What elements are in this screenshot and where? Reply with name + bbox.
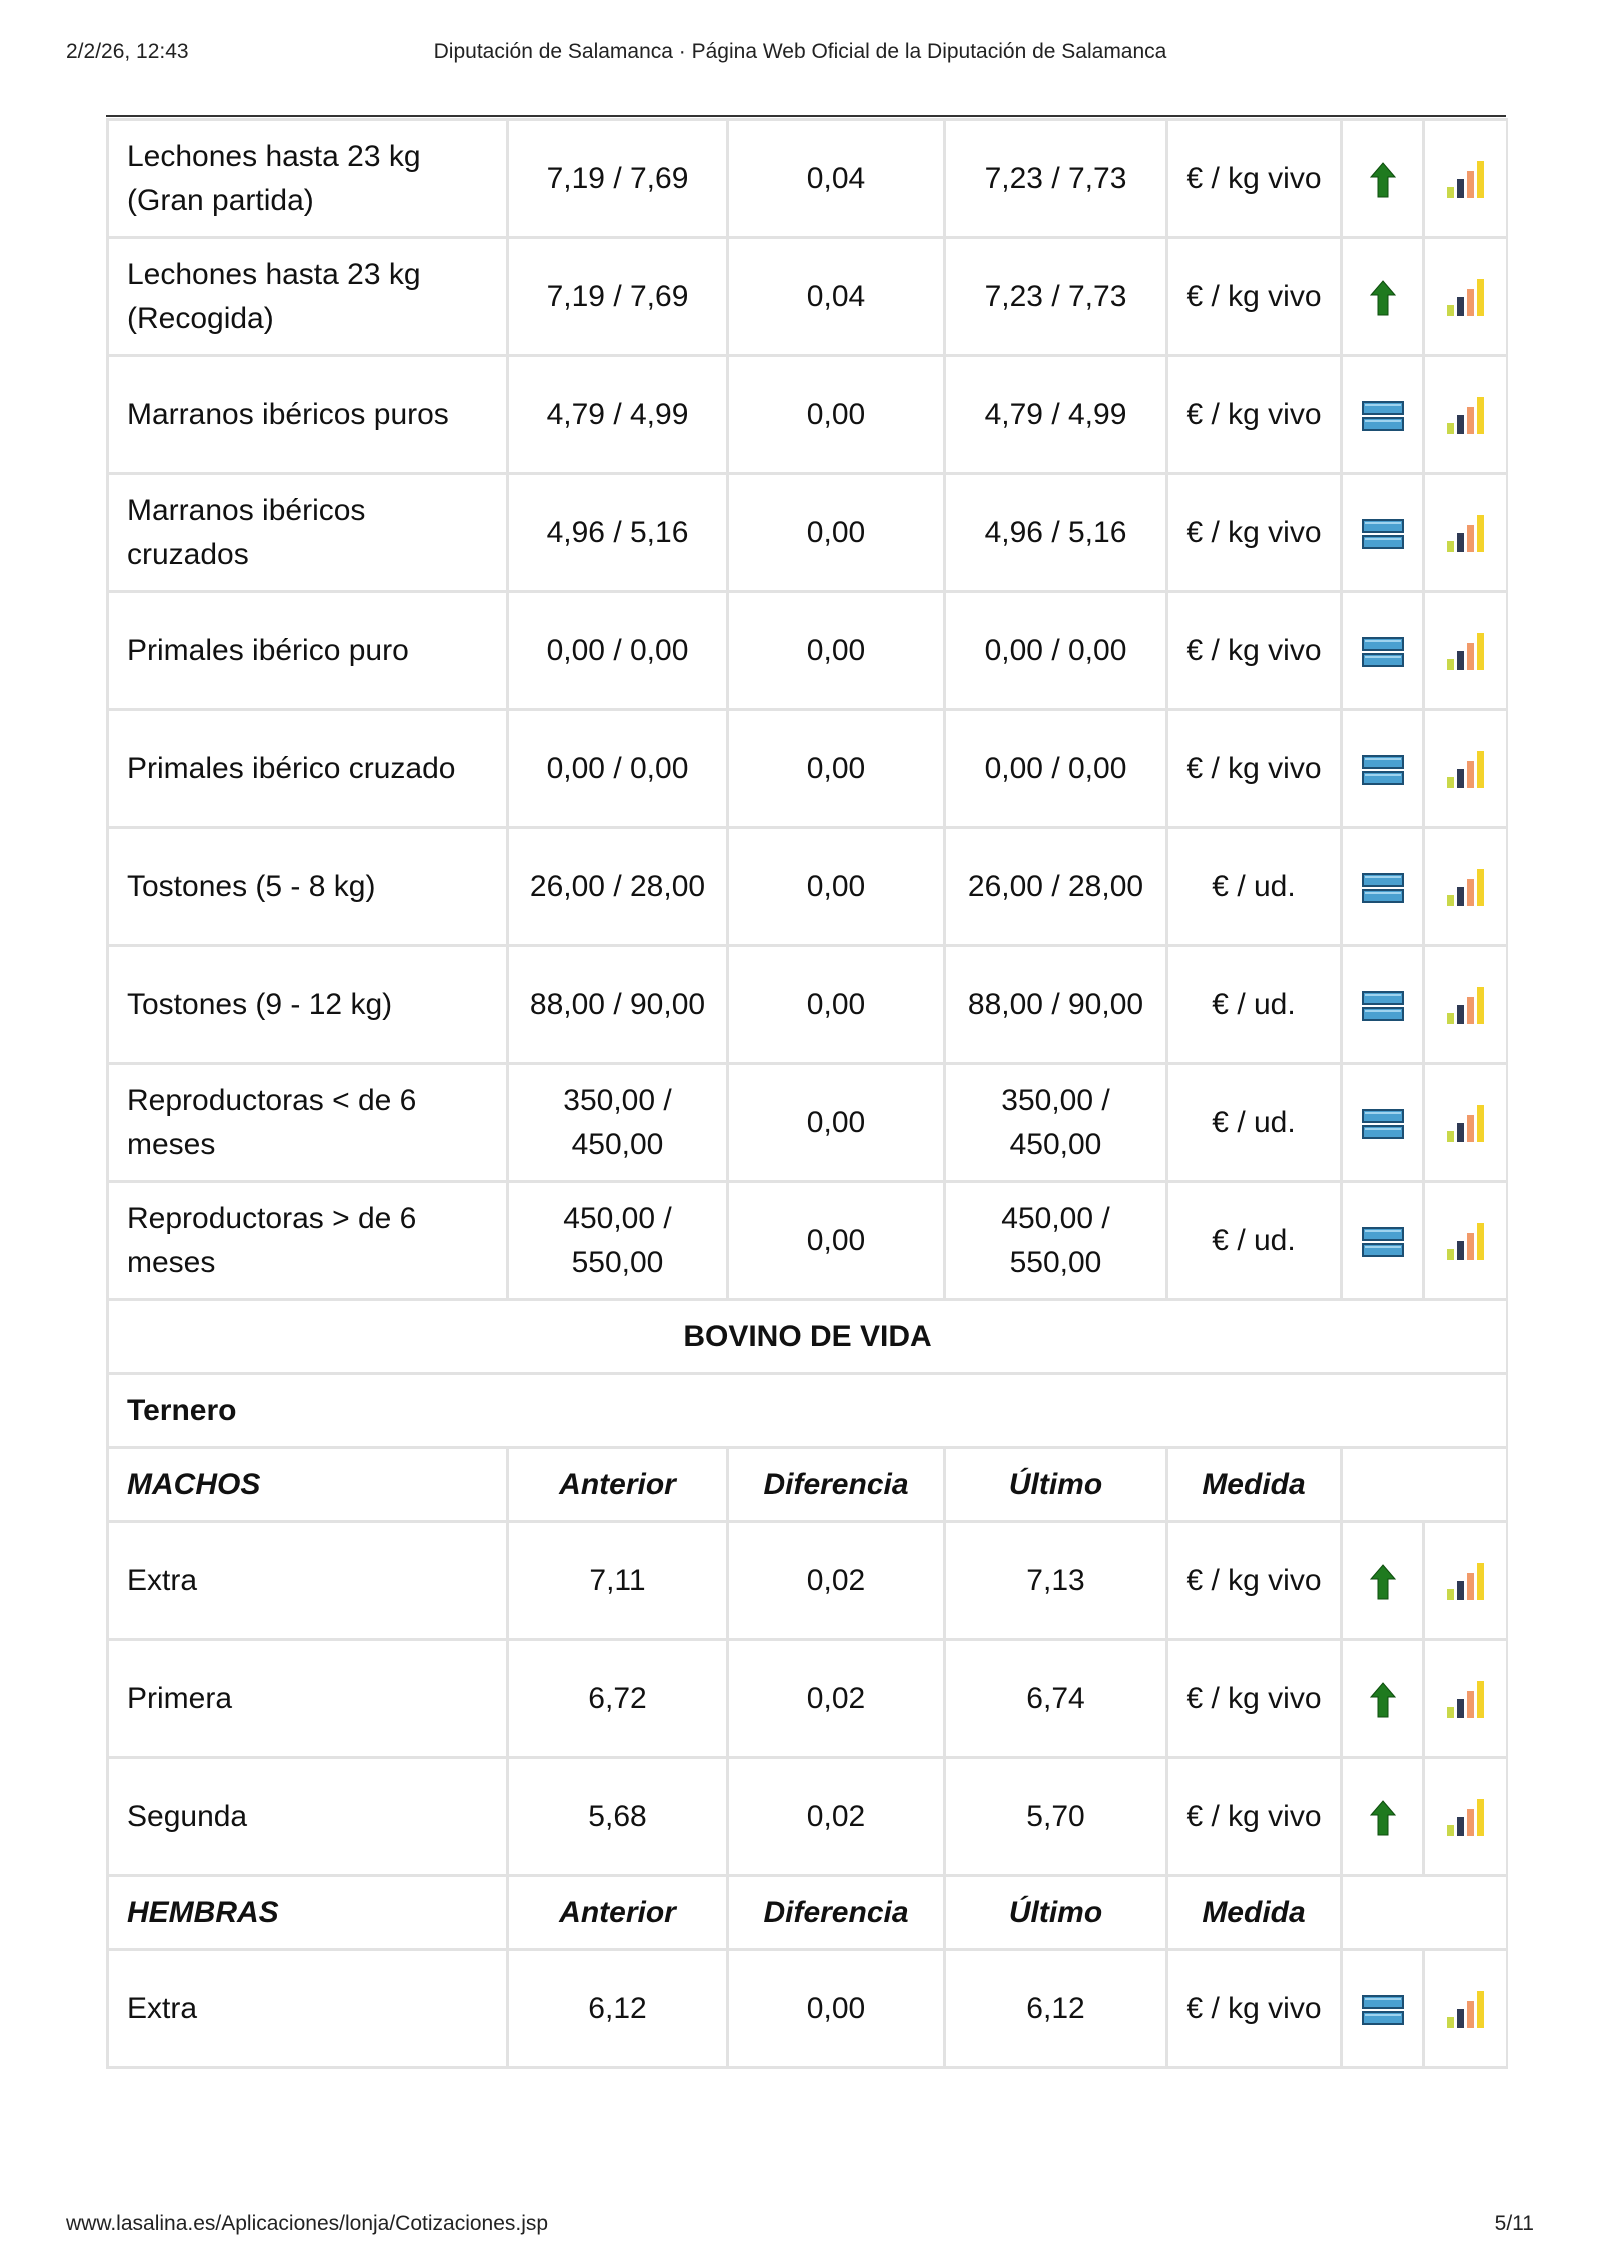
up-arrow-icon <box>1370 1682 1396 1718</box>
price-ultimo: 350,00 / 450,00 <box>945 1064 1167 1182</box>
print-datetime: 2/2/26, 12:43 <box>66 40 189 63</box>
hembras-rows <box>108 1950 1508 2068</box>
price-ultimo: 450,00 / 550,00 <box>945 1182 1167 1300</box>
trend-cell <box>1342 946 1424 1064</box>
trend-cell <box>1342 828 1424 946</box>
print-page-number: 5/11 <box>1494 2212 1534 2235</box>
chart-link-cell[interactable] <box>1424 1950 1508 2068</box>
equal-icon <box>1362 518 1404 550</box>
unit-medida: € / kg vivo <box>1167 1522 1342 1640</box>
price-diferencia: 0,00 <box>728 474 945 592</box>
chart-link-cell[interactable] <box>1424 592 1508 710</box>
price-diferencia: 0,00 <box>728 1182 945 1300</box>
print-footer <box>66 2212 1534 2242</box>
equal-icon <box>1362 754 1404 786</box>
product-name: Primales ibérico puro <box>108 592 508 710</box>
header-ultimo: Último <box>945 1876 1167 1950</box>
chart-link-cell[interactable] <box>1424 356 1508 474</box>
chart-link-cell[interactable] <box>1424 1758 1508 1876</box>
chart-link-cell[interactable] <box>1424 1182 1508 1300</box>
price-ultimo: 4,79 / 4,99 <box>945 356 1167 474</box>
equal-icon <box>1362 990 1404 1022</box>
unit-medida: € / kg vivo <box>1167 1640 1342 1758</box>
machos-header-row <box>108 1448 1508 1522</box>
trend-cell <box>1342 1522 1424 1640</box>
equal-icon <box>1362 636 1404 668</box>
price-diferencia: 0,02 <box>728 1522 945 1640</box>
price-diferencia: 0,00 <box>728 946 945 1064</box>
chart-link-cell[interactable] <box>1424 710 1508 828</box>
section-title: BOVINO DE VIDA <box>108 1300 1508 1374</box>
table-row <box>108 1758 1508 1876</box>
chart-link-cell[interactable] <box>1424 946 1508 1064</box>
up-arrow-icon <box>1370 1564 1396 1600</box>
price-ultimo: 0,00 / 0,00 <box>945 710 1167 828</box>
product-name: Reproductoras > de 6 meses <box>108 1182 508 1300</box>
price-anterior: 6,12 <box>508 1950 728 2068</box>
price-anterior: 5,68 <box>508 1758 728 1876</box>
product-name: Tostones (5 - 8 kg) <box>108 828 508 946</box>
product-name: Primera <box>108 1640 508 1758</box>
trend-cell <box>1342 592 1424 710</box>
price-anterior: 4,96 / 5,16 <box>508 474 728 592</box>
chart-link-cell[interactable] <box>1424 1640 1508 1758</box>
unit-medida: € / kg vivo <box>1167 1950 1342 2068</box>
unit-medida: € / kg vivo <box>1167 1758 1342 1876</box>
price-anterior: 7,19 / 7,69 <box>508 120 728 238</box>
price-anterior: 7,19 / 7,69 <box>508 238 728 356</box>
price-anterior: 26,00 / 28,00 <box>508 828 728 946</box>
up-arrow-icon <box>1370 162 1396 198</box>
price-anterior: 0,00 / 0,00 <box>508 592 728 710</box>
equal-icon <box>1362 400 1404 432</box>
bar-chart-icon[interactable] <box>1447 1681 1484 1718</box>
product-name: Extra <box>108 1522 508 1640</box>
bar-chart-icon[interactable] <box>1447 869 1484 906</box>
bar-chart-icon[interactable] <box>1447 751 1484 788</box>
price-ultimo: 6,12 <box>945 1950 1167 2068</box>
price-ultimo: 7,23 / 7,73 <box>945 238 1167 356</box>
bar-chart-icon[interactable] <box>1447 515 1484 552</box>
up-arrow-icon <box>1370 280 1396 316</box>
bar-chart-icon[interactable] <box>1447 1105 1484 1142</box>
header-diferencia: Diferencia <box>728 1448 945 1522</box>
chart-link-cell[interactable] <box>1424 828 1508 946</box>
chart-link-cell[interactable] <box>1424 120 1508 238</box>
equal-icon <box>1362 1994 1404 2026</box>
machos-rows <box>108 1522 1508 1876</box>
product-name: Marranos ibéricos cruzados <box>108 474 508 592</box>
price-ultimo: 0,00 / 0,00 <box>945 592 1167 710</box>
bar-chart-icon[interactable] <box>1447 633 1484 670</box>
table-row <box>108 1522 1508 1640</box>
trend-cell <box>1342 356 1424 474</box>
price-anterior: 450,00 / 550,00 <box>508 1182 728 1300</box>
chart-link-cell[interactable] <box>1424 474 1508 592</box>
header-ultimo: Último <box>945 1448 1167 1522</box>
print-header <box>66 40 1534 70</box>
price-diferencia: 0,00 <box>728 356 945 474</box>
unit-medida: € / kg vivo <box>1167 120 1342 238</box>
table-row <box>108 946 1508 1064</box>
price-diferencia: 0,04 <box>728 238 945 356</box>
table-row <box>108 1064 1508 1182</box>
price-diferencia: 0,00 <box>728 710 945 828</box>
table-row <box>108 1950 1508 2068</box>
unit-medida: € / ud. <box>1167 1182 1342 1300</box>
bar-chart-icon[interactable] <box>1447 1991 1484 2028</box>
table-row <box>108 828 1508 946</box>
unit-medida: € / ud. <box>1167 1064 1342 1182</box>
price-ultimo: 5,70 <box>945 1758 1167 1876</box>
machos-label: MACHOS <box>108 1448 508 1522</box>
bar-chart-icon[interactable] <box>1447 161 1484 198</box>
trend-cell <box>1342 1640 1424 1758</box>
header-medida: Medida <box>1167 1448 1342 1522</box>
price-ultimo: 26,00 / 28,00 <box>945 828 1167 946</box>
equal-icon <box>1362 1108 1404 1140</box>
subsection-title: Ternero <box>108 1374 1508 1448</box>
product-name: Reproductoras < de 6 meses <box>108 1064 508 1182</box>
unit-medida: € / ud. <box>1167 946 1342 1064</box>
price-anterior: 4,79 / 4,99 <box>508 356 728 474</box>
unit-medida: € / kg vivo <box>1167 238 1342 356</box>
bar-chart-icon[interactable] <box>1447 397 1484 434</box>
header-empty <box>1342 1448 1508 1522</box>
up-arrow-icon <box>1370 1800 1396 1836</box>
trend-cell <box>1342 1064 1424 1182</box>
price-diferencia: 0,00 <box>728 1064 945 1182</box>
bar-chart-icon[interactable] <box>1447 1563 1484 1600</box>
chart-link-cell[interactable] <box>1424 1522 1508 1640</box>
bar-chart-icon[interactable] <box>1447 1799 1484 1836</box>
price-anterior: 6,72 <box>508 1640 728 1758</box>
price-diferencia: 0,00 <box>728 828 945 946</box>
price-table <box>106 118 1508 2069</box>
price-anterior: 7,11 <box>508 1522 728 1640</box>
chart-link-cell[interactable] <box>1424 1064 1508 1182</box>
trend-cell <box>1342 1182 1424 1300</box>
trend-cell <box>1342 474 1424 592</box>
product-name: Extra <box>108 1950 508 2068</box>
bar-chart-icon[interactable] <box>1447 987 1484 1024</box>
table-row <box>108 1640 1508 1758</box>
header-medida: Medida <box>1167 1876 1342 1950</box>
trend-cell <box>1342 120 1424 238</box>
table-row <box>108 120 1508 238</box>
trend-cell <box>1342 710 1424 828</box>
price-diferencia: 0,04 <box>728 120 945 238</box>
table-row <box>108 710 1508 828</box>
table-row <box>108 238 1508 356</box>
table-row <box>108 356 1508 474</box>
product-name: Segunda <box>108 1758 508 1876</box>
trend-cell <box>1342 1758 1424 1876</box>
hembras-label: HEMBRAS <box>108 1876 508 1950</box>
price-ultimo: 4,96 / 5,16 <box>945 474 1167 592</box>
porcino-rows <box>108 120 1508 1300</box>
unit-medida: € / ud. <box>1167 828 1342 946</box>
unit-medida: € / kg vivo <box>1167 710 1342 828</box>
hembras-header <box>108 1876 1508 1950</box>
table-top-border <box>106 115 1506 117</box>
product-name: Lechones hasta 23 kg (Gran partida) <box>108 120 508 238</box>
unit-medida: € / kg vivo <box>1167 474 1342 592</box>
unit-medida: € / kg vivo <box>1167 356 1342 474</box>
table-row <box>108 474 1508 592</box>
equal-icon <box>1362 872 1404 904</box>
price-diferencia: 0,00 <box>728 1950 945 2068</box>
header-diferencia: Diferencia <box>728 1876 945 1950</box>
header-anterior: Anterior <box>508 1876 728 1950</box>
price-diferencia: 0,02 <box>728 1758 945 1876</box>
chart-link-cell[interactable] <box>1424 238 1508 356</box>
price-anterior: 0,00 / 0,00 <box>508 710 728 828</box>
hembras-header-row <box>108 1876 1508 1950</box>
price-anterior: 88,00 / 90,00 <box>508 946 728 1064</box>
product-name: Lechones hasta 23 kg (Recogida) <box>108 238 508 356</box>
price-diferencia: 0,02 <box>728 1640 945 1758</box>
table-row <box>108 1182 1508 1300</box>
trend-cell <box>1342 1950 1424 2068</box>
price-ultimo: 7,13 <box>945 1522 1167 1640</box>
header-empty <box>1342 1876 1508 1950</box>
bovino-section <box>108 1300 1508 1522</box>
print-page-title: Diputación de Salamanca · Página Web Oficial de la Diputación de Salamanca <box>433 40 1167 63</box>
trend-cell <box>1342 238 1424 356</box>
product-name: Marranos ibéricos puros <box>108 356 508 474</box>
price-ultimo: 6,74 <box>945 1640 1167 1758</box>
price-ultimo: 88,00 / 90,00 <box>945 946 1167 1064</box>
product-name: Primales ibérico cruzado <box>108 710 508 828</box>
equal-icon <box>1362 1226 1404 1258</box>
price-table-container <box>106 118 1508 2116</box>
price-ultimo: 7,23 / 7,73 <box>945 120 1167 238</box>
bar-chart-icon[interactable] <box>1447 1223 1484 1260</box>
product-name: Tostones (9 - 12 kg) <box>108 946 508 1064</box>
table-row <box>108 592 1508 710</box>
header-anterior: Anterior <box>508 1448 728 1522</box>
bar-chart-icon[interactable] <box>1447 279 1484 316</box>
unit-medida: € / kg vivo <box>1167 592 1342 710</box>
price-anterior: 350,00 / 450,00 <box>508 1064 728 1182</box>
print-url: www.lasalina.es/Aplicaciones/lonja/Cotizaciones.jsp <box>66 2212 549 2235</box>
price-diferencia: 0,00 <box>728 592 945 710</box>
